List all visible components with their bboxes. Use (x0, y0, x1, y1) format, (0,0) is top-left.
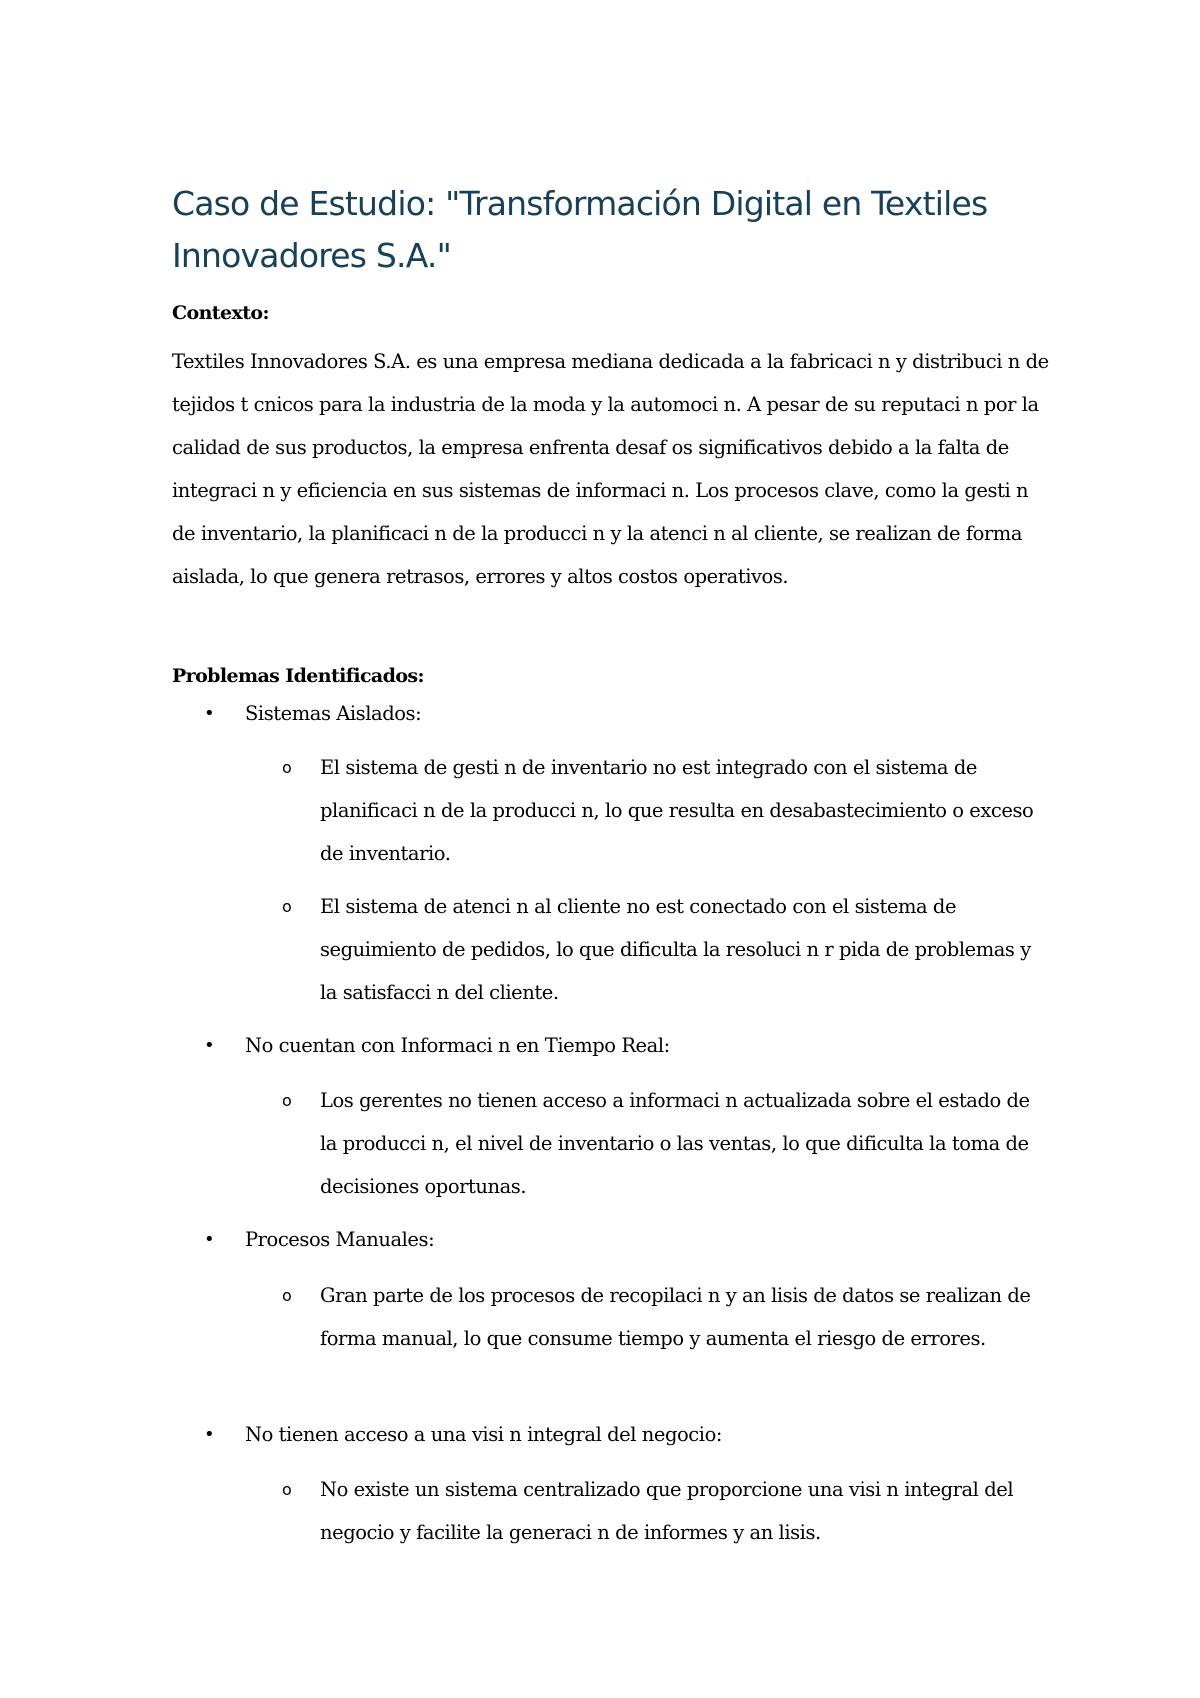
problem-detail-text: No existe un sistema centralizado que proporcione una visi n integral del negocio y facilite la generaci n de informes y an lisis. (320, 1478, 1014, 1544)
problem-detail-text: Los gerentes no tienen acceso a informaci n actualizada sobre el estado de la producci n, el nivel de inventario o las ventas, lo que dificulta la toma de decisiones oportunas. (320, 1089, 1030, 1198)
problem-label: Procesos Manuales: (245, 1228, 435, 1251)
bullet-icon: • (204, 703, 215, 724)
problem-detail-text: El sistema de atenci n al cliente no est conectado con el sistema de seguimiento de pedidos, lo que dificulta la resoluci n r pida de problemas y la satisfacci n del cliente. (320, 895, 1031, 1004)
context-paragraph: Textiles Innovadores S.A. es una empresa mediana dedicada a la fabricaci n y distribuci n de tejidos t cnicos para la industria de la moda y la automoci n. A pesar de su reputaci n por la calidad de sus productos, la empresa enfrenta desaf os significativos debido a la falta de integraci n y eficiencia en sus sistemas de informaci n. Los procesos clave, como la gesti n de inventario, la planificaci n de la producci n y la atenci n al cliente, se realizan de forma aislada, lo que genera retrasos, errores y altos costos operativos. (172, 350, 1049, 588)
problem-label: No tienen acceso a una visi n integral del negocio: (245, 1423, 722, 1446)
problems-heading: Problemas Identificados: (172, 665, 424, 687)
context-heading: Contexto: (172, 302, 269, 324)
problem-label: No cuentan con Informaci n en Tiempo Real: (245, 1034, 670, 1057)
problem-detail-text: El sistema de gesti n de inventario no est integrado con el sistema de planificaci n de la producci n, lo que resulta en desabastecimiento o exceso de inventario. (320, 756, 1034, 865)
sub-bullet-icon: o (282, 758, 292, 777)
sub-bullet-icon: o (282, 1286, 292, 1305)
sub-bullet-icon: o (282, 1091, 292, 1110)
sub-bullet-icon: o (282, 897, 292, 916)
problem-label: Sistemas Aislados: (245, 702, 422, 725)
sub-bullet-icon: o (282, 1480, 292, 1499)
bullet-icon: • (204, 1035, 215, 1056)
bullet-icon: • (204, 1424, 215, 1445)
document-title: Caso de Estudio: "Transformación Digital en Textiles Innovadores S.A." (172, 184, 988, 275)
bullet-icon: • (204, 1229, 215, 1250)
problem-detail-text: Gran parte de los procesos de recopilaci n y an lisis de datos se realizan de forma manual, lo que consume tiempo y aumenta el riesgo de errores. (320, 1284, 1031, 1350)
